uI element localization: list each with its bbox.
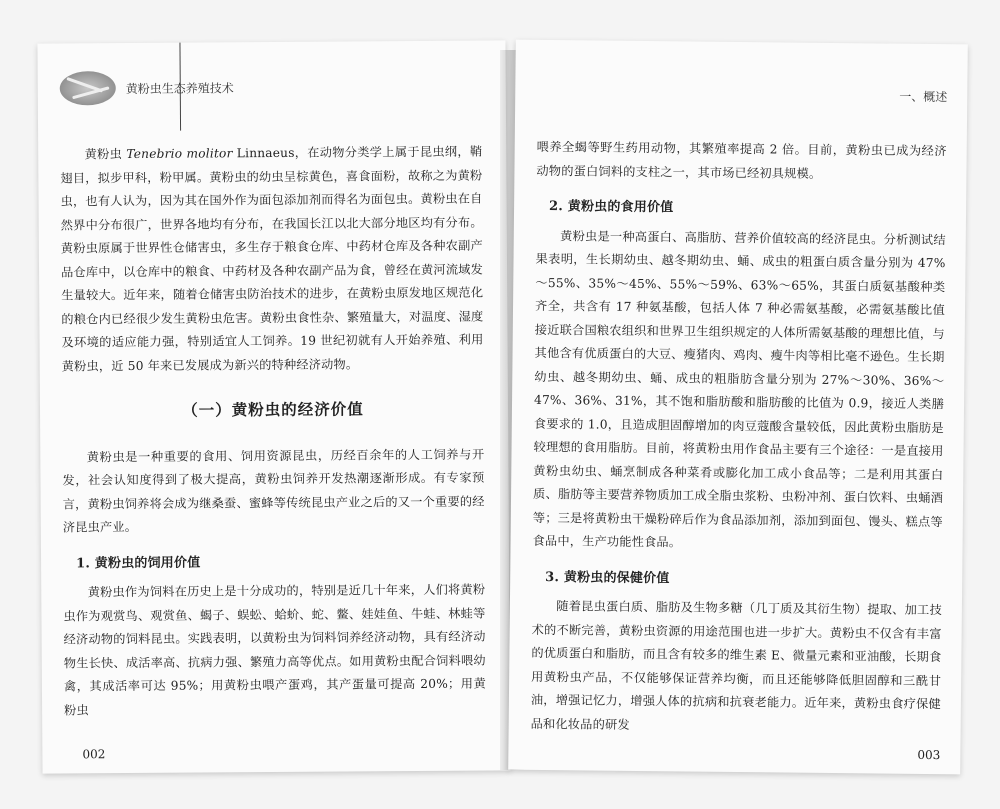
- right-page-number: 003: [917, 747, 941, 763]
- right-page: [508, 40, 968, 775]
- subsection-2-paragraph: 黄粉虫是一种高蛋白、高脂肪、营养价值较高的经济昆虫。分析测试结果表明，生长期幼虫、越冬期幼虫、蛹、成虫的粗蛋白质含量分别为 47%～55%、35%～45%、55%～59%、63%～65%，其蛋白质氨基酸种类齐全，共含有 17 种氨基酸，包括人体 7 种必需氨基酸，必需氨基酸比值接近联合国粮农组织和世界卫生组织规定的人体所需氨基酸的理想比值，与其他含有优质蛋白的大豆、瘦猪肉、鸡肉、瘦牛肉等相比毫不逊色。生长期幼虫、越冬期幼虫、蛹、成虫的粗脂肪含量分别为 27%～30%、36%～47%、36%、31%，其不饱和脂肪酸和脂肪酸的比值为 0.9，接近人类膳食要求的 1.0，且造成胆固醇增加的肉豆蔻酸含量较低，因此黄粉虫脂肪是较理想的食用脂肪。目前，将黄粉虫用作食品主要有三个途径：一是直接用黄粉虫幼虫、蛹烹制成各种菜肴或膨化加工成小食品等；二是利用其蛋白质、脂肪等主要营养物质加工成全脂虫浆粉、虫粉冲剂、蛋白饮料、虫蛹酒等；三是将黄粉虫干燥粉碎后作为食品添加剂，添加到面包、馒头、糕点等食品中，生产功能性食品。: [532, 228, 946, 550]
- section-title: （一）黄粉虫的经济价值: [182, 400, 364, 420]
- left-page: [37, 40, 510, 773]
- subsection-3-title: 3. 黄粉虫的保健价值: [545, 569, 670, 586]
- latin-name: Tenebrio molitor: [126, 146, 233, 162]
- continuation-paragraph: 喂养全蝎等野生药用动物，其繁殖率提高 2 倍。目前，黄粉虫已成为经济动物的蛋白饲料的支柱之一，其市场已经初具规模。: [536, 139, 947, 181]
- left-page-number: 002: [82, 747, 106, 762]
- subsection-1-paragraph: 黄粉虫作为饲料在历史上是十分成功的，特别是近几十年来，人们将黄粉虫作为观赏鸟、观赏鱼、蝎子、蜈蚣、蛤蚧、蛇、鳖、娃娃鱼、牛蛙、林蛙等经济动物的饲料昆虫。实践表明，以黄粉虫为饲料饲养经济动物，具有经济动物生长快、成活率高、抗病力强、繁殖力高等优点。如用黄粉虫配合饲料喂幼禽，其成活率可达 95%；用黄粉虫喂产蛋鸡，其产蛋量可提高 20%；用黄粉虫: [63, 582, 486, 717]
- right-body: [531, 136, 947, 740]
- chapter-header: 一、概述: [899, 89, 948, 105]
- mealworm-logo-icon: [60, 71, 116, 105]
- section-paragraph: 黄粉虫是一种重要的食用、饲用资源昆虫，历经百余年的人工饲养与开发，社会认知度得到了极大提高，黄粉虫饲养开发热潮逐渐形成。有专家预言，黄粉虫饲养将会成为继桑蚕、蜜蜂等传统昆虫产业之后的又一个重要的经济昆虫产业。: [62, 447, 485, 535]
- book-title-header: 黄粉虫生态养殖技术: [125, 80, 234, 96]
- left-body: [60, 141, 486, 723]
- subsection-3-paragraph: 随着昆虫蛋白质、脂肪及生物多糖（几丁质及其衍生物）提取、加工技术的不断完善，黄粉虫资源的用途范围也进一步扩大。黄粉虫不仅含有丰富的优质蛋白和脂肪，而且含有较多的维生素 E、微量元素和亚油酸，长期食用黄粉虫产品，不仅能够保证营养均衡，而且还能够降低胆固醇和三酰甘油，增强记忆力，增强人体的抗病和抗衰老能力。近年来，黄粉虫食疗保健品和化妆品的研发: [530, 599, 942, 732]
- intro-paragraph: 黄粉虫 Tenebrio molitor Linnaeus，在动物分类学上属于昆虫纲，鞘翅目，拟步甲科，粉甲属。黄粉虫的幼虫呈棕黄色，喜食面粉，故称之为黄粉虫，也有人认为，因为其在国外作为面包添加剂而得名为面包虫。黄粉虫在自然界中分布很广，世界各地均有分布，在我国长江以北大部分地区均有分布。黄粉虫原属于世界性仓储害虫，多生存于粮食仓库、中药材仓库及各种农副产品仓库中，以仓库中的粮食、中药材及各种农副产品为食，曾经在黄河流域发生量较大。近年来，随着仓储害虫防治技术的进步，在黄粉虫原发地区规范化的粮仓内已经很少发生黄粉虫危害。黄粉虫食性杂、繁殖量大，对温度、湿度及环境的适应能力强，特别适宜人工饲养。19 世纪初就有人开始养殖、利用黄粉虫，近 50 年来已发展成为新兴的特种经济动物。: [60, 144, 484, 373]
- left-header: [60, 70, 234, 105]
- open-book: [32, 20, 972, 790]
- subsection-1-title: 1. 黄粉虫的饲用价值: [76, 555, 201, 571]
- subsection-2-title: 2. 黄粉虫的食用价值: [549, 199, 674, 216]
